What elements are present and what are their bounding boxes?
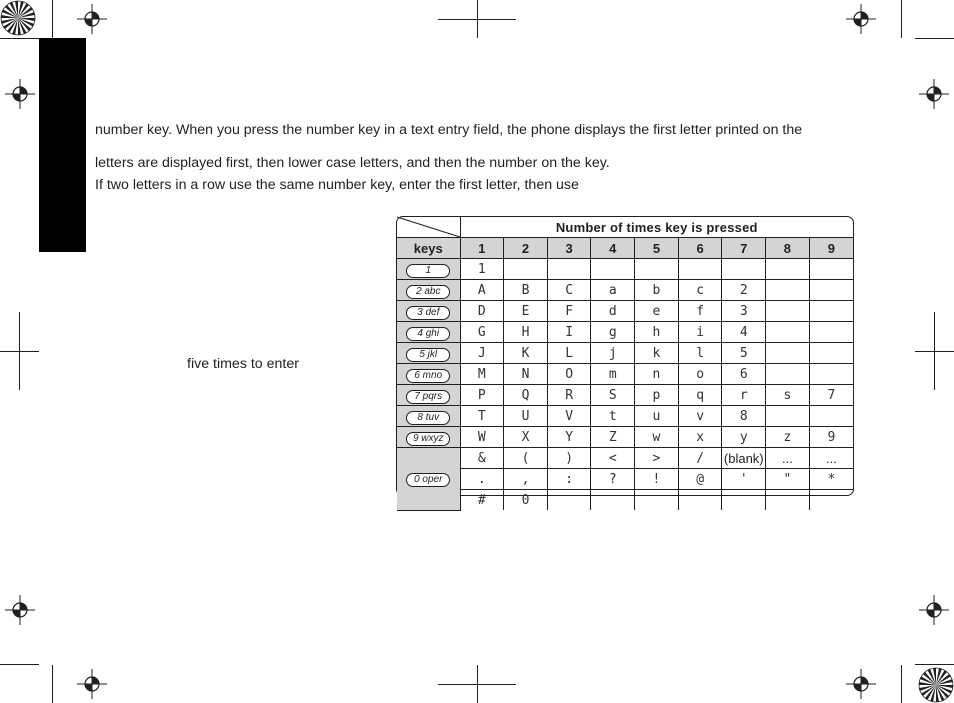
character-cell: U [504,406,548,427]
character-cell: Y [547,427,591,448]
character-cell [547,490,591,511]
character-cell: p [635,385,679,406]
character-cell: > [635,448,679,469]
character-cell [766,343,810,364]
character-cell: j [591,343,635,364]
character-cell: ... [809,448,853,469]
crosshair-registration-icon [77,669,107,699]
phone-key-button: 7 pqrs [406,390,450,404]
character-cell: . [460,469,504,490]
character-cell: O [547,364,591,385]
phone-key-button: 5 jkl [406,348,450,362]
column-header: 6 [678,238,722,259]
character-cell: , [504,469,548,490]
character-cell: 1 [460,259,504,280]
character-cell [766,490,810,511]
character-cell: b [635,280,679,301]
character-cell: 4 [722,322,766,343]
key-cell [397,259,460,280]
crop-line [477,665,478,703]
key-cell [397,427,460,448]
character-cell: y [722,427,766,448]
character-cell: 9 [809,427,853,448]
character-cell [809,259,853,280]
character-cell: g [591,322,635,343]
column-header: 5 [635,238,679,259]
character-cell: 8 [722,406,766,427]
crop-line [915,38,954,39]
sunburst-target-icon [0,0,36,36]
crosshair-registration-icon [5,79,35,109]
character-cell [809,406,853,427]
character-cell: 6 [722,364,766,385]
character-cell: t [591,406,635,427]
column-header: 9 [809,238,853,259]
character-cell: ( [504,448,548,469]
crop-line [901,665,902,703]
table-row [397,448,853,469]
character-cell [766,322,810,343]
phone-key-button: 2 abc [406,285,450,299]
character-cell: R [547,385,591,406]
crop-line [477,0,478,38]
phone-key-button: 8 tuv [406,411,450,425]
character-cell: ) [547,448,591,469]
character-cell: Q [504,385,548,406]
table-row [397,490,853,511]
crop-line [915,664,954,665]
character-cell: M [460,364,504,385]
crop-line [901,0,902,38]
table-row [397,343,853,364]
phone-key-button: 3 def [406,306,450,320]
crop-line [0,38,39,39]
character-entry-table [396,216,854,508]
character-cell: W [460,427,504,448]
character-cell [766,406,810,427]
character-cell [635,490,679,511]
character-cell: e [635,301,679,322]
table-row [397,427,853,448]
character-cell [766,301,810,322]
side-text: five times to enter [187,356,299,372]
character-cell [809,343,853,364]
character-cell: 3 [722,301,766,322]
column-header: 8 [766,238,810,259]
character-cell: K [504,343,548,364]
table-header-title: Number of times key is pressed [460,217,853,238]
character-cell [766,259,810,280]
character-cell: < [591,448,635,469]
character-cell [678,259,722,280]
character-cell: 2 [722,280,766,301]
character-cell: P [460,385,504,406]
paragraph-line: number key. When you press the number key in a text entry field, the phone displays the first letter printed on the [95,122,803,138]
character-cell: : [547,469,591,490]
paragraph-line: letters are displayed first, then lower case letters, and then the number on the key. [95,155,610,171]
crosshair-registration-icon [5,595,35,625]
key-cell [397,364,460,385]
phone-key-button: 1 [406,264,450,278]
paragraph-line: If two letters in a row use the same number key, enter the first letter, then use [95,177,579,193]
table-row [397,280,853,301]
character-cell [635,259,679,280]
character-cell: B [504,280,548,301]
key-cell [397,406,460,427]
crosshair-registration-icon [919,595,949,625]
character-cell: @ [678,469,722,490]
character-cell: L [547,343,591,364]
character-cell [547,259,591,280]
column-header: 1 [460,238,504,259]
character-cell: n [635,364,679,385]
crosshair-registration-icon [919,79,949,109]
table-row [397,301,853,322]
character-cell: i [678,322,722,343]
character-cell: s [766,385,810,406]
character-cell: w [635,427,679,448]
crosshair-registration-icon [77,4,107,34]
key-cell [397,280,460,301]
character-cell [809,280,853,301]
character-cell: c [678,280,722,301]
character-cell [809,364,853,385]
table-row [397,259,853,280]
character-cell: 0 [504,490,548,511]
character-cell: ! [635,469,679,490]
table-row [397,385,853,406]
character-cell: Z [591,427,635,448]
sunburst-target-icon [918,667,954,703]
character-cell: # [460,490,504,511]
table-row [397,406,853,427]
phone-key-button: 0 oper [406,473,450,487]
crop-line [19,312,20,390]
character-cell: q [678,385,722,406]
character-cell: d [591,301,635,322]
character-cell [504,259,548,280]
character-cell: 5 [722,343,766,364]
character-cell: r [722,385,766,406]
character-cell: m [591,364,635,385]
character-cell: h [635,322,679,343]
character-cell: z [766,427,810,448]
character-cell: C [547,280,591,301]
character-cell [591,259,635,280]
phone-key-button: 4 ghi [406,327,450,341]
character-cell [722,259,766,280]
crop-line [0,664,39,665]
character-cell: k [635,343,679,364]
key-cell [397,448,460,511]
character-cell [722,490,766,511]
character-cell: (blank) [722,448,766,469]
crosshair-registration-icon [846,4,876,34]
character-cell: G [460,322,504,343]
keys-header: keys [397,238,460,259]
character-cell [766,364,810,385]
character-cell: I [547,322,591,343]
character-cell: ? [591,469,635,490]
character-cell: X [504,427,548,448]
key-cell [397,343,460,364]
character-cell: H [504,322,548,343]
character-cell: F [547,301,591,322]
character-cell: f [678,301,722,322]
sidebar-section-tab [39,38,86,252]
character-cell: T [460,406,504,427]
crop-line [934,312,935,390]
column-header: 4 [591,238,635,259]
character-cell: l [678,343,722,364]
key-cell [397,301,460,322]
phone-key-button: 6 mno [406,369,450,383]
character-cell: ' [722,469,766,490]
crop-line [52,0,53,38]
table-row [397,469,853,490]
key-cell [397,322,460,343]
column-header: 2 [504,238,548,259]
phone-key-button: 9 wxyz [406,432,450,446]
character-cell: ... [766,448,810,469]
table-row [397,364,853,385]
crop-line [52,665,53,703]
character-cell [766,280,810,301]
character-cell [809,322,853,343]
character-cell: v [678,406,722,427]
character-cell: / [678,448,722,469]
character-cell: * [809,469,853,490]
column-header: 3 [547,238,591,259]
character-cell: 7 [809,385,853,406]
character-cell: x [678,427,722,448]
character-cell: A [460,280,504,301]
character-cell: E [504,301,548,322]
character-cell: a [591,280,635,301]
table-row [397,322,853,343]
character-cell: " [766,469,810,490]
key-cell [397,385,460,406]
character-cell [809,490,853,511]
character-cell: o [678,364,722,385]
character-cell: D [460,301,504,322]
character-cell: N [504,364,548,385]
character-cell: V [547,406,591,427]
crosshair-registration-icon [846,669,876,699]
column-header: 7 [722,238,766,259]
corner-cell [397,217,460,238]
character-cell [591,490,635,511]
character-cell: S [591,385,635,406]
character-cell: u [635,406,679,427]
character-cell: & [460,448,504,469]
character-cell: J [460,343,504,364]
character-cell [678,490,722,511]
character-cell [809,301,853,322]
